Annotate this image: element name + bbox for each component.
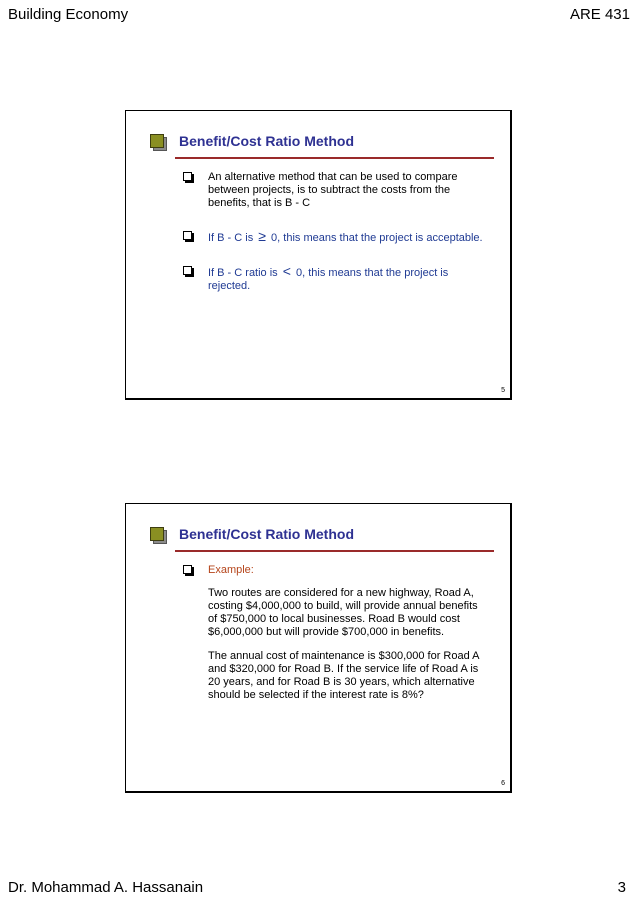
- slide-title: Benefit/Cost Ratio Method: [179, 133, 354, 149]
- bullet-item: Example:: [183, 564, 488, 577]
- title-divider: [175, 157, 494, 159]
- slide-5: [125, 110, 512, 400]
- example-paragraph: Two routes are considered for a new highway, Road A, costing $4,000,000 to build, will provide annual benefits of $750,000 to local businesses. Road B would cost $6,000,000 but will provide $700,000 in benefits.: [208, 587, 478, 638]
- slide-6: [125, 503, 512, 793]
- page-footer-author: Dr. Mohammad A. Hassanain: [8, 879, 204, 896]
- checkbox-bullet-icon: [183, 172, 192, 181]
- square-bullet-icon: [150, 134, 164, 148]
- page-header-course: Building Economy: [8, 6, 129, 23]
- slide-number: 5: [501, 387, 505, 394]
- bullet-item: If B - C is ≥ 0, this means that the project is acceptable.: [183, 230, 488, 245]
- page-header-code: ARE 431: [569, 6, 630, 23]
- square-bullet-icon: [150, 527, 164, 541]
- checkbox-bullet-icon: [183, 266, 192, 275]
- example-paragraph: The annual cost of maintenance is $300,000 for Road A and $320,000 for Road B. If the service life of Road A is 20 years, and for Road B is 30 years, which alternative should be selected if the interest rate is 8%?: [208, 650, 479, 701]
- page-number: 3: [617, 879, 626, 896]
- checkbox-bullet-icon: [183, 231, 192, 240]
- checkbox-bullet-icon: [183, 565, 192, 574]
- slide-title: Benefit/Cost Ratio Method: [179, 526, 354, 542]
- slide-number: 6: [501, 780, 505, 787]
- bullet-item: If B - C ratio is < 0, this means that the project is rejected.: [183, 265, 488, 293]
- title-divider: [175, 550, 494, 552]
- bullet-item: An alternative method that can be used to compare between projects, is to subtract the costs from the benefits, that is B - C: [183, 171, 488, 210]
